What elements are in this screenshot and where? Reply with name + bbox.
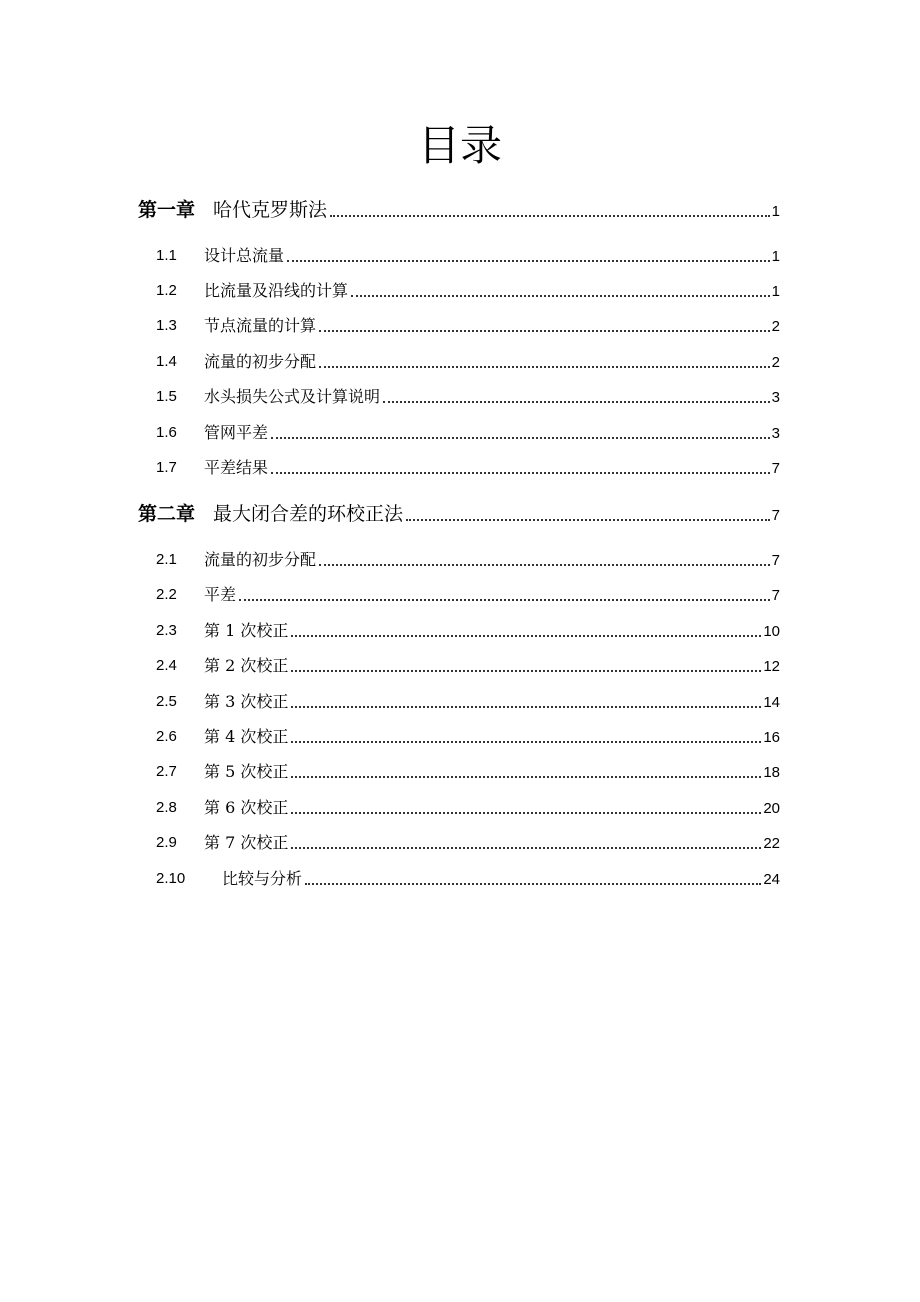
section-number: 2.2 <box>156 586 177 603</box>
page-number: 20 <box>763 800 780 817</box>
section-title: 比较与分析 <box>222 869 303 888</box>
section-number: 2.5 <box>156 693 177 710</box>
section-title: 第 2 次校正 <box>204 656 289 675</box>
page-number: 3 <box>771 425 780 442</box>
page-number: 7 <box>771 460 780 477</box>
toc-section-2-9[interactable] <box>138 827 780 855</box>
toc-section-1-7[interactable] <box>138 452 780 480</box>
section-title: 第 7 次校正 <box>204 833 289 852</box>
section-title: 节点流量的计算 <box>204 316 317 335</box>
toc-section-2-4[interactable] <box>138 650 780 678</box>
toc-section-2-1[interactable] <box>138 544 780 572</box>
toc-section-1-5[interactable] <box>138 381 780 409</box>
dot-leader <box>291 776 761 778</box>
section-number: 1.5 <box>156 388 177 405</box>
dot-leader <box>291 706 761 708</box>
toc-chapter-2[interactable] <box>138 499 780 527</box>
dot-leader <box>305 883 761 885</box>
dot-leader <box>319 366 770 368</box>
section-title: 第 6 次校正 <box>204 798 289 817</box>
toc-section-1-1[interactable] <box>138 240 780 268</box>
section-title: 比流量及沿线的计算 <box>204 281 349 300</box>
page-number: 14 <box>763 694 780 711</box>
page-number: 18 <box>763 764 780 781</box>
section-number: 2.10 <box>156 870 186 887</box>
page-number: 10 <box>763 623 780 640</box>
page-number: 1 <box>771 248 780 265</box>
dot-leader <box>271 437 770 439</box>
section-number: 2.8 <box>156 799 177 816</box>
section-title: 平差结果 <box>204 458 269 477</box>
section-title: 第 3 次校正 <box>204 692 289 711</box>
section-title: 设计总流量 <box>204 246 285 265</box>
section-number: 1.4 <box>156 353 177 370</box>
section-number: 1.6 <box>156 424 177 441</box>
section-number: 1.1 <box>156 247 177 264</box>
section-number: 2.3 <box>156 622 177 639</box>
section-title: 水头损失公式及计算说明 <box>204 387 381 406</box>
toc-chapter-1[interactable] <box>138 195 780 223</box>
dot-leader <box>239 599 770 601</box>
section-number: 2.9 <box>156 834 177 851</box>
dot-leader <box>291 847 761 849</box>
section-number: 2.4 <box>156 657 177 674</box>
page-number: 7 <box>771 587 780 604</box>
dot-leader <box>351 295 770 297</box>
section-number: 1.3 <box>156 317 177 334</box>
page-number: 24 <box>763 871 780 888</box>
section-title: 第 4 次校正 <box>204 727 289 746</box>
section-title: 第 5 次校正 <box>204 762 289 781</box>
toc-section-1-6[interactable] <box>138 417 780 445</box>
toc-section-2-3[interactable] <box>138 615 780 643</box>
page-number: 2 <box>771 354 780 371</box>
page-number: 1 <box>771 283 780 300</box>
toc-section-2-2[interactable] <box>138 579 780 607</box>
chapter-title: 最大闭合差的环校正法 <box>213 503 404 525</box>
section-title: 第 1 次校正 <box>204 621 289 640</box>
page-number: 7 <box>771 552 780 569</box>
section-number: 2.7 <box>156 763 177 780</box>
toc-section-1-2[interactable] <box>138 275 780 303</box>
page-number: 12 <box>763 658 780 675</box>
toc-section-2-5[interactable] <box>138 686 780 714</box>
dot-leader <box>271 472 770 474</box>
section-number: 1.7 <box>156 459 177 476</box>
dot-leader <box>319 330 770 332</box>
toc-section-2-8[interactable] <box>138 792 780 820</box>
section-number: 2.6 <box>156 728 177 745</box>
dot-leader <box>319 564 770 566</box>
toc-section-2-7[interactable] <box>138 756 780 784</box>
page-number: 7 <box>771 507 780 524</box>
dot-leader <box>291 741 761 743</box>
page-number: 2 <box>771 318 780 335</box>
dot-leader <box>406 519 770 521</box>
toc-section-2-10[interactable] <box>138 863 780 891</box>
toc-section-1-4[interactable] <box>138 346 780 374</box>
toc-section-2-6[interactable] <box>138 721 780 749</box>
dot-leader <box>291 812 761 814</box>
section-number: 1.2 <box>156 282 177 299</box>
page-number: 22 <box>763 835 780 852</box>
dot-leader <box>291 635 761 637</box>
page-number: 16 <box>763 729 780 746</box>
page-number: 1 <box>771 203 780 220</box>
section-title: 平差 <box>204 585 237 604</box>
section-title: 流量的初步分配 <box>204 352 317 371</box>
toc-section-1-3[interactable] <box>138 310 780 338</box>
dot-leader <box>287 260 770 262</box>
chapter-label: 第一章 <box>138 199 196 221</box>
dot-leader <box>291 670 761 672</box>
section-title: 管网平差 <box>204 423 269 442</box>
section-number: 2.1 <box>156 551 177 568</box>
dot-leader <box>383 401 770 403</box>
chapter-label: 第二章 <box>138 503 196 525</box>
section-title: 流量的初步分配 <box>204 550 317 569</box>
chapter-title: 哈代克罗斯法 <box>213 199 328 221</box>
page-number: 3 <box>771 389 780 406</box>
page-title: 目录 <box>417 121 502 170</box>
dot-leader <box>330 215 770 217</box>
